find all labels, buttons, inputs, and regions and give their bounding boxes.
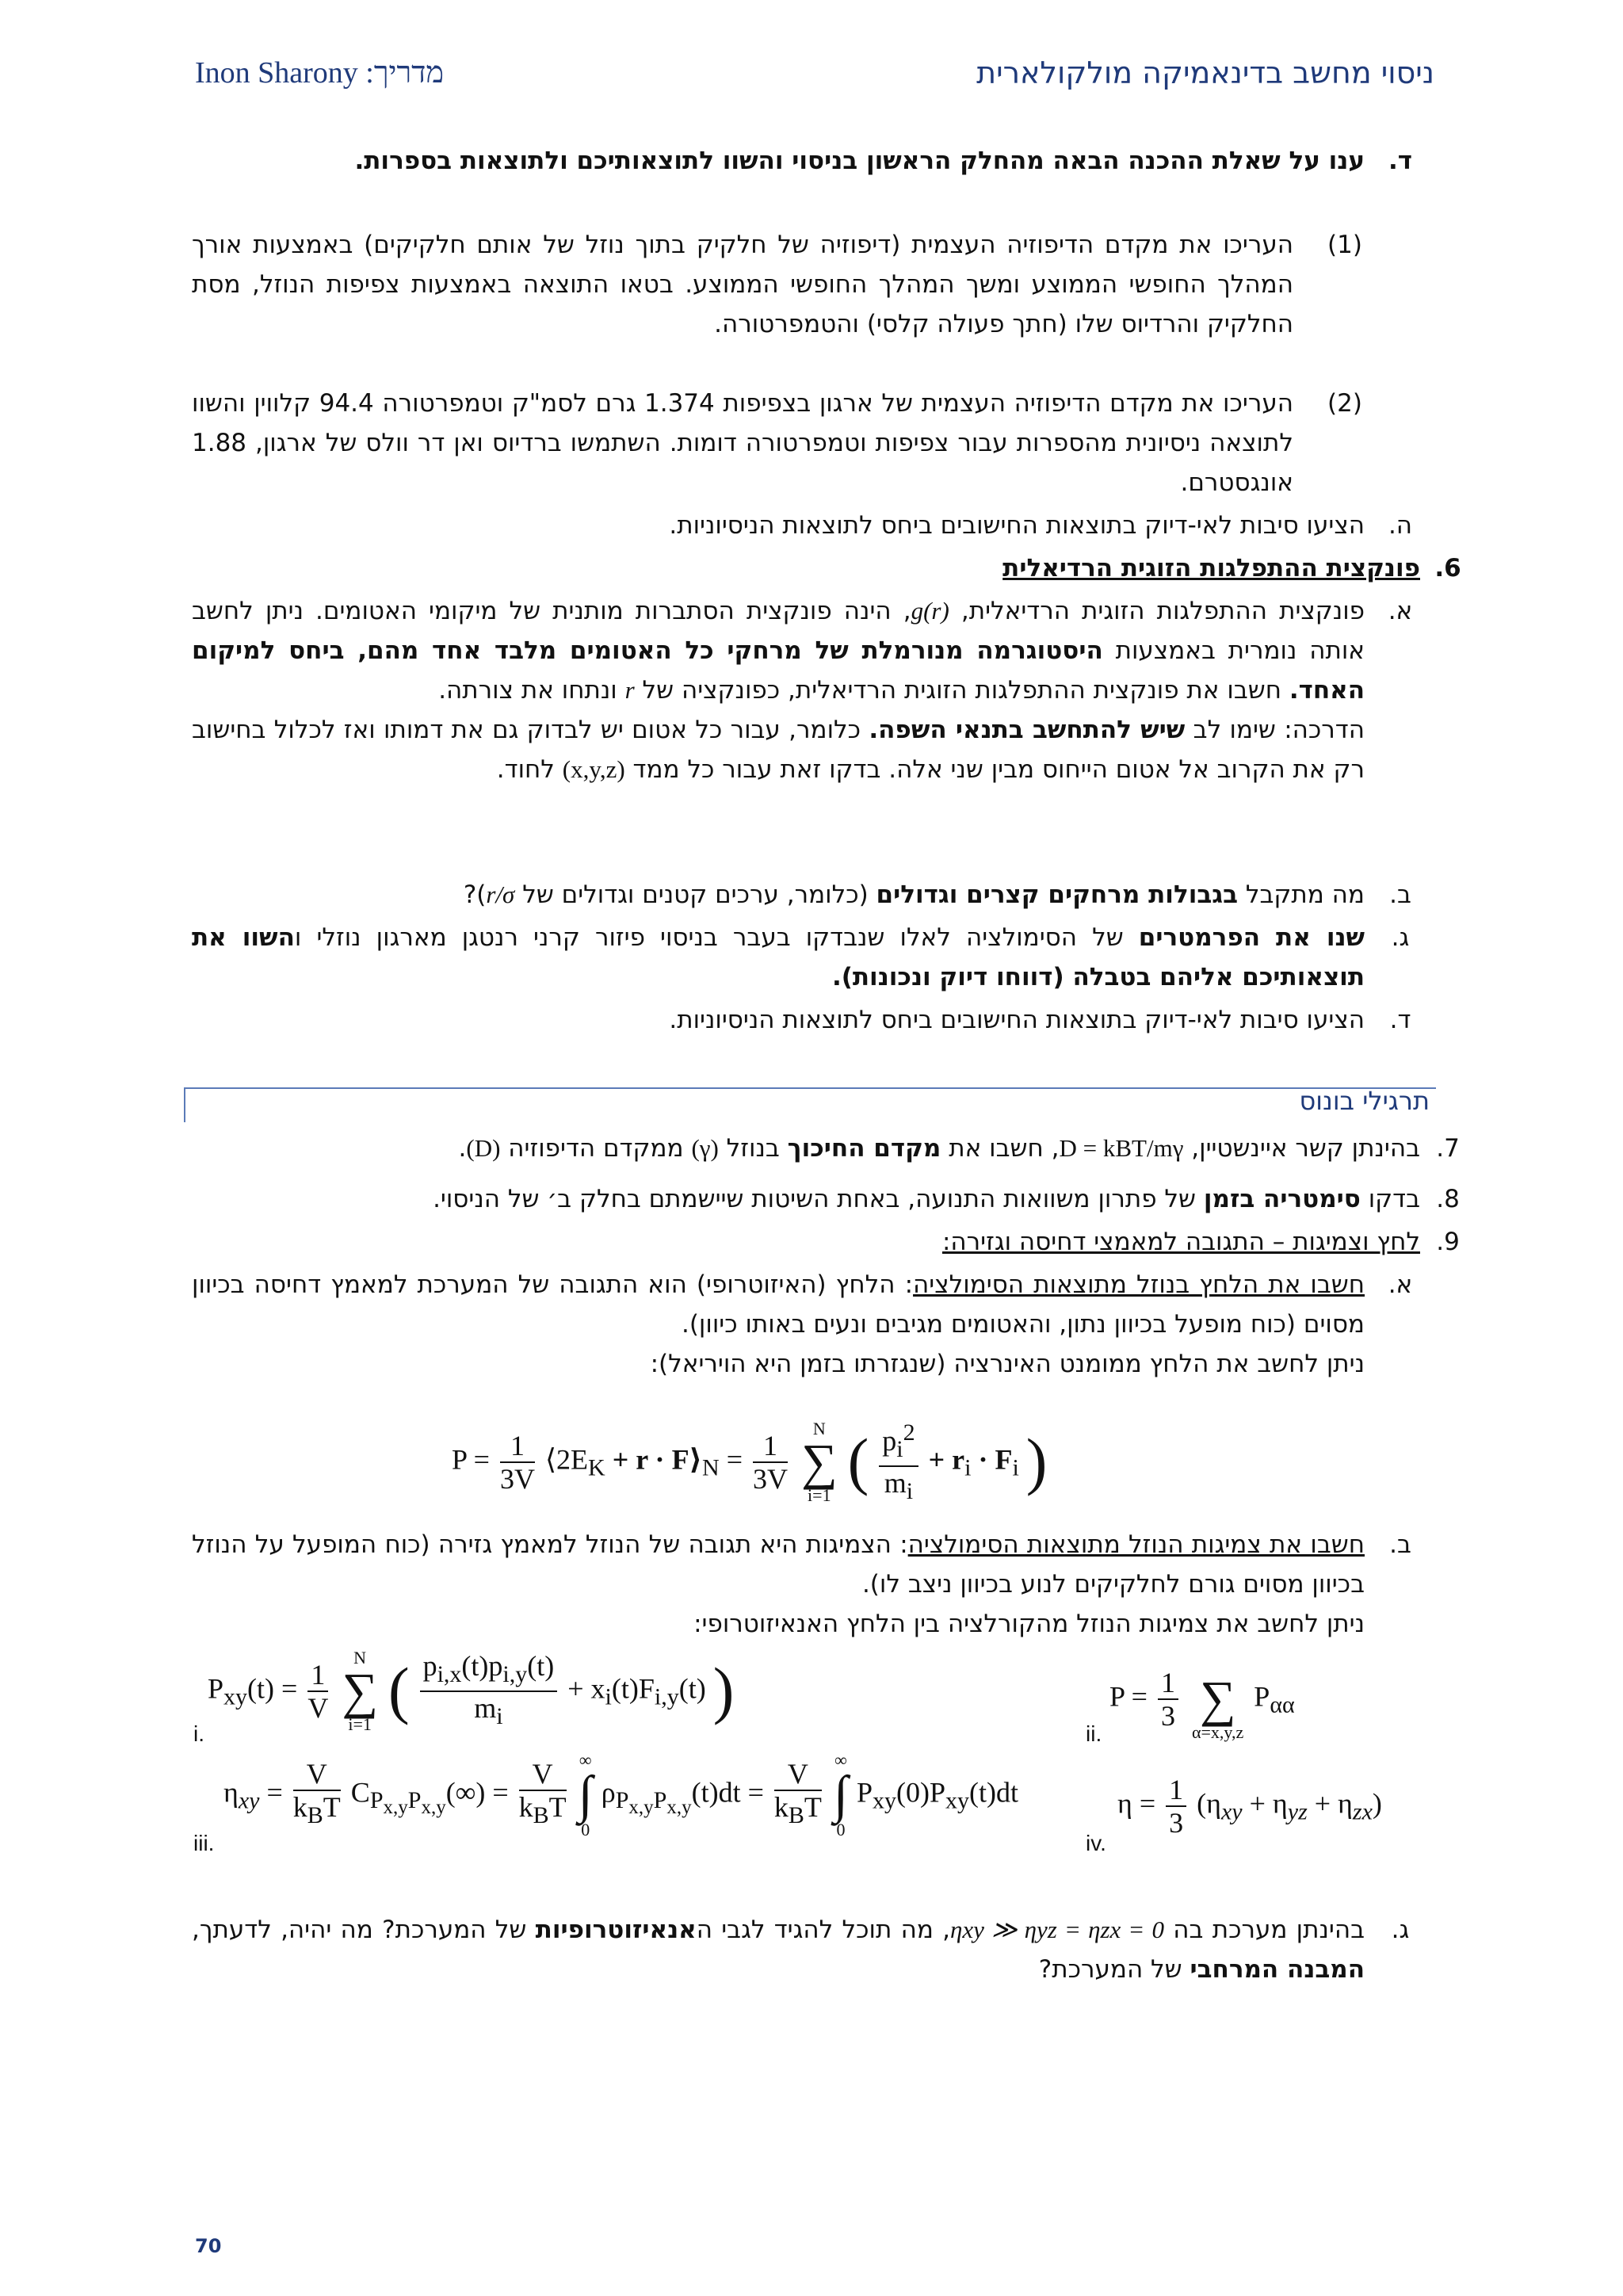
bonus-divider [184, 1087, 1436, 1089]
item-d2-text: העריכו את מקדם הדיפוזיה העצמית של ארגון בצפיפות 1.374 גרם לסמ"ק וטמפרטורה 94.4 קלווין והשוו לתוצאה ניסיונית מהספרות עבור צפיפות וטמפרטורה דומות. השתמשו ברדיוס ואן דר וולס של ארגון, 1.88 אונגסטרם. [192, 389, 1293, 497]
page-number: 70 [195, 2235, 222, 2257]
item-d1-text: העריכו את מקדם הדיפוזיה העצמית (דיפוזיה של חלקיק בתוך נוזל של אותם חלקיקים) באמצעות אורך המהלך החופשי הממוצע ומשך המהלך החופשי הממוצע. בטאו התוצאה באמצעות צפיפות הנוזל, מסת החלקיק והרדיוס שלו (חתך פעולה קלסי) והטמפרטורה. [192, 231, 1293, 338]
section-7-text: בהינתן קשר איינשטיין, D = kBT/mγ, חשבו את מקדם החיכוך בנוזל (γ) ממקדם הדיפוזיה (D). [458, 1134, 1420, 1163]
equation-label-iv: iv. [1086, 1831, 1106, 1855]
equation-label-ii: ii. [1086, 1721, 1102, 1746]
equation-label-iii: iii. [193, 1831, 215, 1855]
item-9a-formula-intro: ניתן לחשב את הלחץ ממומנט האינרציה (שנגזרתו בזמן היא הויריאל): [650, 1350, 1365, 1378]
item-9b-marker: ב. [1389, 1530, 1411, 1559]
section-7-marker: 7. [1436, 1134, 1460, 1163]
item-9a-text: חשבו את הלחץ בנוזל מתוצאות הסימולציה: הלחץ (האיזוטרופי) הוא התגובה של המערכת למאמץ דחיסה בכיוון מסוים (כוח מופעל בכיוון נתון, והאטומים מגיבים ונעים באותו כיוון). [192, 1270, 1365, 1339]
item-9c [192, 1910, 1428, 1989]
item-d1-marker: (1) [1327, 231, 1362, 259]
item-6g [192, 918, 1428, 997]
section-7 [192, 1129, 1476, 1168]
bonus-title: תרגילי בונוס [1299, 1086, 1430, 1116]
item-d [192, 141, 1428, 181]
item-6a-marker: א. [1388, 597, 1413, 625]
item-9b-formula-intro: ניתן לחשב את צמיגות הנוזל מהקורלציה בין הלחץ האנאיזוטרופי: [693, 1610, 1365, 1638]
item-6d-marker: ד. [1389, 1006, 1411, 1034]
equation-eta-average: η = $\frac{1}{3}$ $(\eta_{xy} + \eta_{yz} + \eta_{zx})$ [1117, 1774, 1382, 1839]
section-8-text: בדקו סימטריה בזמן של פתרון משוואות התנועה, באחת השיטות שיישמתם בחלק ב׳ של הניסוי. [433, 1185, 1420, 1213]
item-6b [192, 875, 1428, 915]
item-6a [192, 591, 1428, 789]
section-9-marker: 9. [1436, 1228, 1460, 1256]
section-9 [192, 1222, 1476, 1262]
item-h [192, 506, 1428, 545]
item-d-text: ענו על שאלת ההכנה הבאה מהחלק הראשון בניסוי והשוו לתוצאותיכם ולתוצאות בספרות. [354, 147, 1365, 175]
item-6b-text: מה מתקבל בגבולות מרחקים קצרים וגדולים (כלומר, ערכים קטנים וגדולים של r/σ)? [463, 881, 1365, 909]
item-6b-marker: ב. [1389, 881, 1411, 909]
item-9a-marker: א. [1388, 1270, 1413, 1299]
item-9c-text: בהינתן מערכת בה ηxy ≫ ηyz = ηzx = 0, מה תוכל להגיד לגבי האנאיזוטרופיות של המערכת? מה יהיה, לדעתך, המבנה המרחבי של המערכת? [192, 1916, 1365, 1984]
item-d2-marker: (2) [1327, 389, 1362, 418]
item-6d [192, 1000, 1428, 1040]
item-9c-marker: ג. [1391, 1916, 1410, 1944]
item-d-marker: ד. [1388, 147, 1412, 175]
header-instructor: Inon Sharony :מדריך [195, 56, 444, 90]
equation-pxy: $P_{xy}(t)$ = $\frac{1}{V}$ N ∑ i=1 ( $\frac{p_{i,x}(t)p_{i,y}(t)}{m_i}$ + $x_i(t)F_{i,y}(t)$ ) [208, 1648, 735, 1734]
item-d2 [192, 384, 1428, 502]
section-8 [192, 1179, 1476, 1219]
pressure-equation: P = $\frac{1}{3V}$ $⟨2E_K + r$ · $F⟩_N$ = $\frac{1}{3V}$ N ∑ i=1 ( $\frac{p_i^2}{m_i}$ + $r_i \cdot F_i$ ) [452, 1417, 1047, 1507]
item-9b-text: חשבו את צמיגות הנוזל מתוצאות הסימולציה: הצמיגות היא תגובה של הנוזל למאמץ גזירה (כוח המופעל על הנוזל בכיוון מסוים גורם לחלקיקים לנוע בכיוון ניצב לו). [192, 1530, 1365, 1599]
item-9b [192, 1525, 1428, 1644]
item-6d-text: הציעו סיבות לאי-דיוק בתוצאות החישובים ביחס לתוצאות הניסיוניות. [669, 1006, 1365, 1034]
item-d1 [192, 225, 1428, 344]
section-8-marker: 8. [1436, 1185, 1460, 1213]
equation-label-i: i. [193, 1721, 204, 1746]
item-9a [192, 1265, 1428, 1384]
section-6-marker: 6. [1434, 554, 1461, 583]
equation-p-trace: P = $\frac{1}{3}$ ∑ α=x,y,z $P_{\alpha\alpha}$ [1109, 1667, 1295, 1742]
item-6a-hint: הדרכה: שימו לב שיש להתחשב בתנאי השפה. כלומר, עבור כל אטום יש לבדוק גם את דמותו ואז לכלול בחישוב רק את הקרוב אל אטום הייחוס מבין שני אלה. בדקו זאת עבור כל ממד (x,y,z) לחוד. [192, 716, 1365, 784]
item-6a-text: פונקצית ההתפלגות הזוגית הרדיאלית, g(r), הינה פונקצית הסתברות מותנית של מיקומי האטומים. ניתן לחשב אותה נומרית באמצעות היסטוגרמה מנורמלת של מרחקי כל האטומים מלבד אחד מהם, ביחס למיקום האחד. חשבו את פונקצית ההתפלגות הזוגית הרדיאלית, כפונקציה של r ונתחו את צורתה. [192, 597, 1365, 705]
section-6-title: פונקצית ההתפלגות הזוגית הרדיאלית [1002, 554, 1420, 583]
section-9-title: לחץ וצמיגות – התגובה למאמצי דחיסה וגזירה: [941, 1228, 1420, 1256]
item-h-text: הציעו סיבות לאי-דיוק בתוצאות החישובים ביחס לתוצאות הניסיוניות. [669, 511, 1365, 540]
bonus-divider-tick [184, 1087, 185, 1122]
section-6 [192, 548, 1476, 588]
item-6g-marker: ג. [1391, 923, 1410, 952]
item-6g-text: שנו את הפרמטרים של הסימולציה לאלו שנבדקו בעבר בניסוי פיזור קרני רנטגן מארגון נוזלי והשוו את תוצאותיכם אליהם בטבלה (דווחו דיוק ונכונות). [192, 923, 1365, 991]
header-course-title: ניסוי מחשב בדינאמיקה מולקולארית [976, 55, 1434, 90]
item-h-marker: ה. [1388, 511, 1413, 540]
equation-viscosity-green-kubo: $\eta_{xy}$ = $\frac{V}{k_BT}$ $C_{P_{x,y}P_{x,y}}(\infty)$ = $\frac{V}{k_BT}$ ∞ ∫ 0 $\rho_{P_{x,y}P_{x,y}}(t)dt$ = $\frac{V}{k_BT}$ ∞ ∫ 0 $P_{xy}(0)P_{xy}(t)dt$ [223, 1750, 1019, 1839]
